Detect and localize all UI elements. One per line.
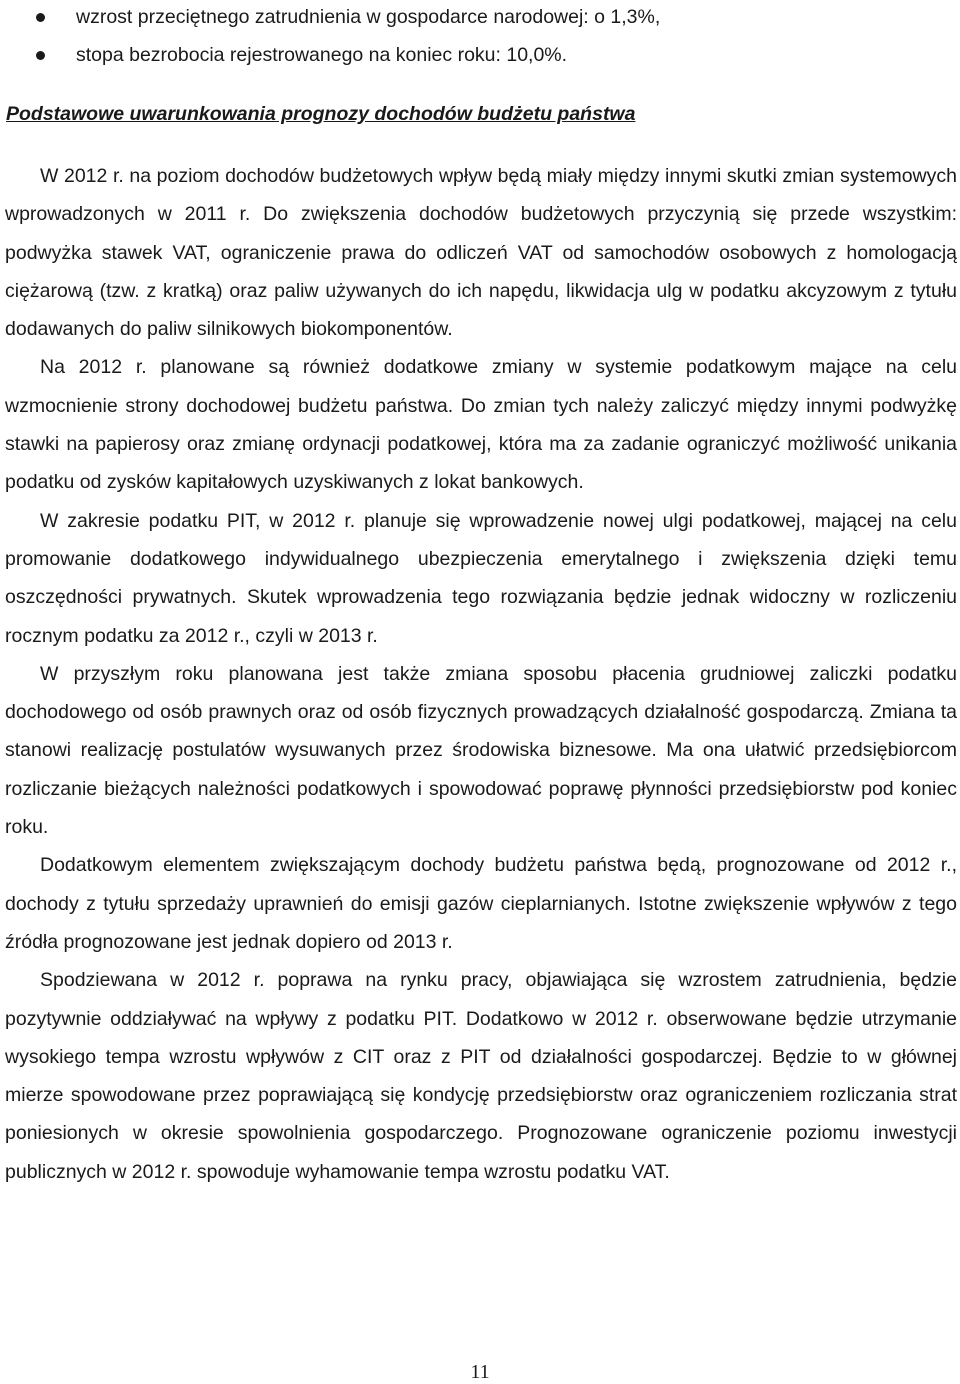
paragraph: W zakresie podatku PIT, w 2012 r. planuje się wprowadzenie nowej ulgi podatkowej, mającej na celu promowanie dodatkowego indywidualnego ubezpieczenia emerytalnego i zwiększenia dzięki temu oszczędności prywatnych. Skutek wprowadzenia tego rozwiązania będzie jednak widoczny w rozliczeniu rocznym podatku za 2012 r., czyli w 2013 r. <box>5 509 957 647</box>
bullet-text: stopa bezrobocia rejestrowanego na koniec roku: 10,0%. <box>76 44 568 66</box>
bullet-item <box>0 4 960 34</box>
bullet-marker <box>36 13 45 22</box>
paragraph: Spodziewana w 2012 r. poprawa na rynku pracy, objawiająca się wzrostem zatrudnienia, będzie pozytywnie oddziaływać na wpływy z podatku PIT. Dodatkowo w 2012 r. obserwowane będzie utrzymanie wysokiego tempa wzrostu wpływów z CIT oraz z PIT od działalności gospodarczej. Będzie to w głównej mierze spowodowane przez poprawiającą się kondycję przedsiębiorstw oraz ograniczeniem rozliczania strat poniesionych w okresie spowolnienia gospodarczego. Prognozowane ograniczenie poziomu inwestycji publicznych w 2012 r. spowoduje wyhamowanie tempa wzrostu podatku VAT. <box>5 969 957 1183</box>
page-number: 11 <box>470 1361 490 1383</box>
bullet-text: wzrost przeciętnego zatrudnienia w gospodarce narodowej: o 1,3%, <box>76 6 661 28</box>
paragraph: W 2012 r. na poziom dochodów budżetowych wpływ będą miały między innymi skutki zmian systemowych wprowadzonych w 2011 r. Do zwiększenia dochodów budżetowych przyczynią się przede wszystkim: podwyżka stawek VAT, ograniczenie prawa do odliczeń VAT od samochodów osobowych z homologacją ciężarową (tzw. z kratką) oraz paliw używanych do ich napędu, likwidacja ulg w podatku akcyzowym z tytułu dodawanych do paliw silnikowych biokomponentów. <box>5 165 957 341</box>
paragraph: Dodatkowym elementem zwiększającym dochody budżetu państwa będą, prognozowane od 2012 r., dochody z tytułu sprzedaży uprawnień do emisji gazów cieplarnianych. Istotne zwiększenie wpływów z tego źródła prognozowane jest jednak dopiero od 2013 r. <box>5 854 957 953</box>
body-text <box>5 157 957 1191</box>
paragraph: W przyszłym roku planowana jest także zmiana sposobu płacenia grudniowej zaliczki podatku dochodowego od osób prawnych oraz od osób fizycznych prowadzących działalność gospodarczą. Zmiana ta stanowi realizację postulatów wysuwanych przez środowiska biznesowe. Ma ona ułatwić przedsiębiorcom rozliczanie bieżących należności podatkowych i spowodować poprawę płynności przedsiębiorstw pod koniec roku. <box>5 662 957 839</box>
bullet-marker <box>36 51 45 60</box>
section-heading: Podstawowe uwarunkowania prognozy dochodów budżetu państwa <box>6 103 636 125</box>
bullet-item <box>0 42 960 72</box>
paragraph: Na 2012 r. planowane są również dodatkowe zmiany w systemie podatkowym mające na celu wzmocnienie strony dochodowej budżetu państwa. Do zmian tych należy zaliczyć między innymi podwyżkę stawki na papierosy oraz zmianę ordynacji podatkowej, która ma za zadanie ograniczyć możliwość unikania podatku od zysków kapitałowych uzyskiwanych z lokat bankowych. <box>5 356 957 494</box>
